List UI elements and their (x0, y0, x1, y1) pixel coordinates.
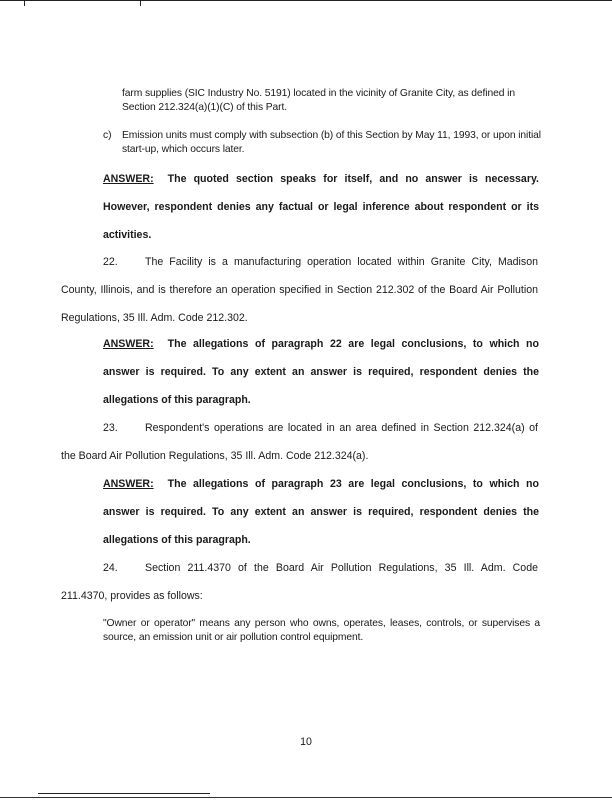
paragraph-23 (61, 414, 538, 470)
subsection-c-label: c) (103, 130, 112, 141)
answer-label: ANSWER: (103, 478, 154, 490)
paragraph-text: The Facility is a manufacturing operation located within Granite City, Madison County, Illinois, and is therefore an operation specified in Section 212.302 of the Board Air Pollution Regulations, 35 Ill. Adm. Code 212.302. (61, 256, 538, 324)
block-quote-owner-or-operator: "Owner or operator" means any person who owns, operates, leases, controls, or supervises a source, an emission unit or air pollution control equipment. (103, 618, 540, 643)
page-number: 10 (300, 736, 312, 748)
answer-paragraph-23 (103, 470, 539, 554)
answer-label: ANSWER: (103, 338, 154, 350)
paragraph-22 (61, 248, 538, 332)
page-top-edge (0, 0, 612, 1)
footer-rule (38, 793, 210, 794)
block-quote-farm-supplies: farm supplies (SIC Industry No. 5191) located in the vicinity of Granite City, as defined in Section 212.324(a)(1)(C) of this Part. (122, 88, 515, 113)
paragraph-number: 23. (103, 422, 118, 434)
paragraph-24 (61, 554, 538, 610)
scan-mark (140, 0, 141, 6)
answer-text: The quoted section speaks for itself, and no answer is necessary. However, respondent denies any factual or legal inference about respondent or its activities. (103, 173, 539, 241)
answer-text: The allegations of paragraph 23 are legal conclusions, to which no answer is required. To any extent an answer is required, respondent denies the allegations of this paragraph. (103, 478, 539, 546)
answer-quoted-section (103, 165, 539, 249)
block-quote-subsection-c: Emission units must comply with subsection (b) of this Section by May 11, 1993, or upon initial start-up, which occurs later. (122, 130, 541, 155)
answer-label: ANSWER: (103, 173, 154, 185)
paragraph-number: 22. (103, 256, 118, 268)
paragraph-text: Section 211.4370 of the Board Air Pollution Regulations, 35 Ill. Adm. Code 211.4370, provides as follows: (61, 562, 538, 602)
paragraph-number: 24. (103, 562, 118, 574)
answer-text: The allegations of paragraph 22 are legal conclusions, to which no answer is required. To any extent an answer is required, respondent denies the allegations of this paragraph. (103, 338, 539, 406)
scan-mark (24, 0, 25, 6)
paragraph-text: Respondent's operations are located in an area defined in Section 212.324(a) of the Board Air Pollution Regulations, 35 Ill. Adm. Code 212.324(a). (61, 422, 538, 462)
page-bottom-edge (0, 797, 612, 798)
answer-paragraph-22 (103, 330, 539, 414)
